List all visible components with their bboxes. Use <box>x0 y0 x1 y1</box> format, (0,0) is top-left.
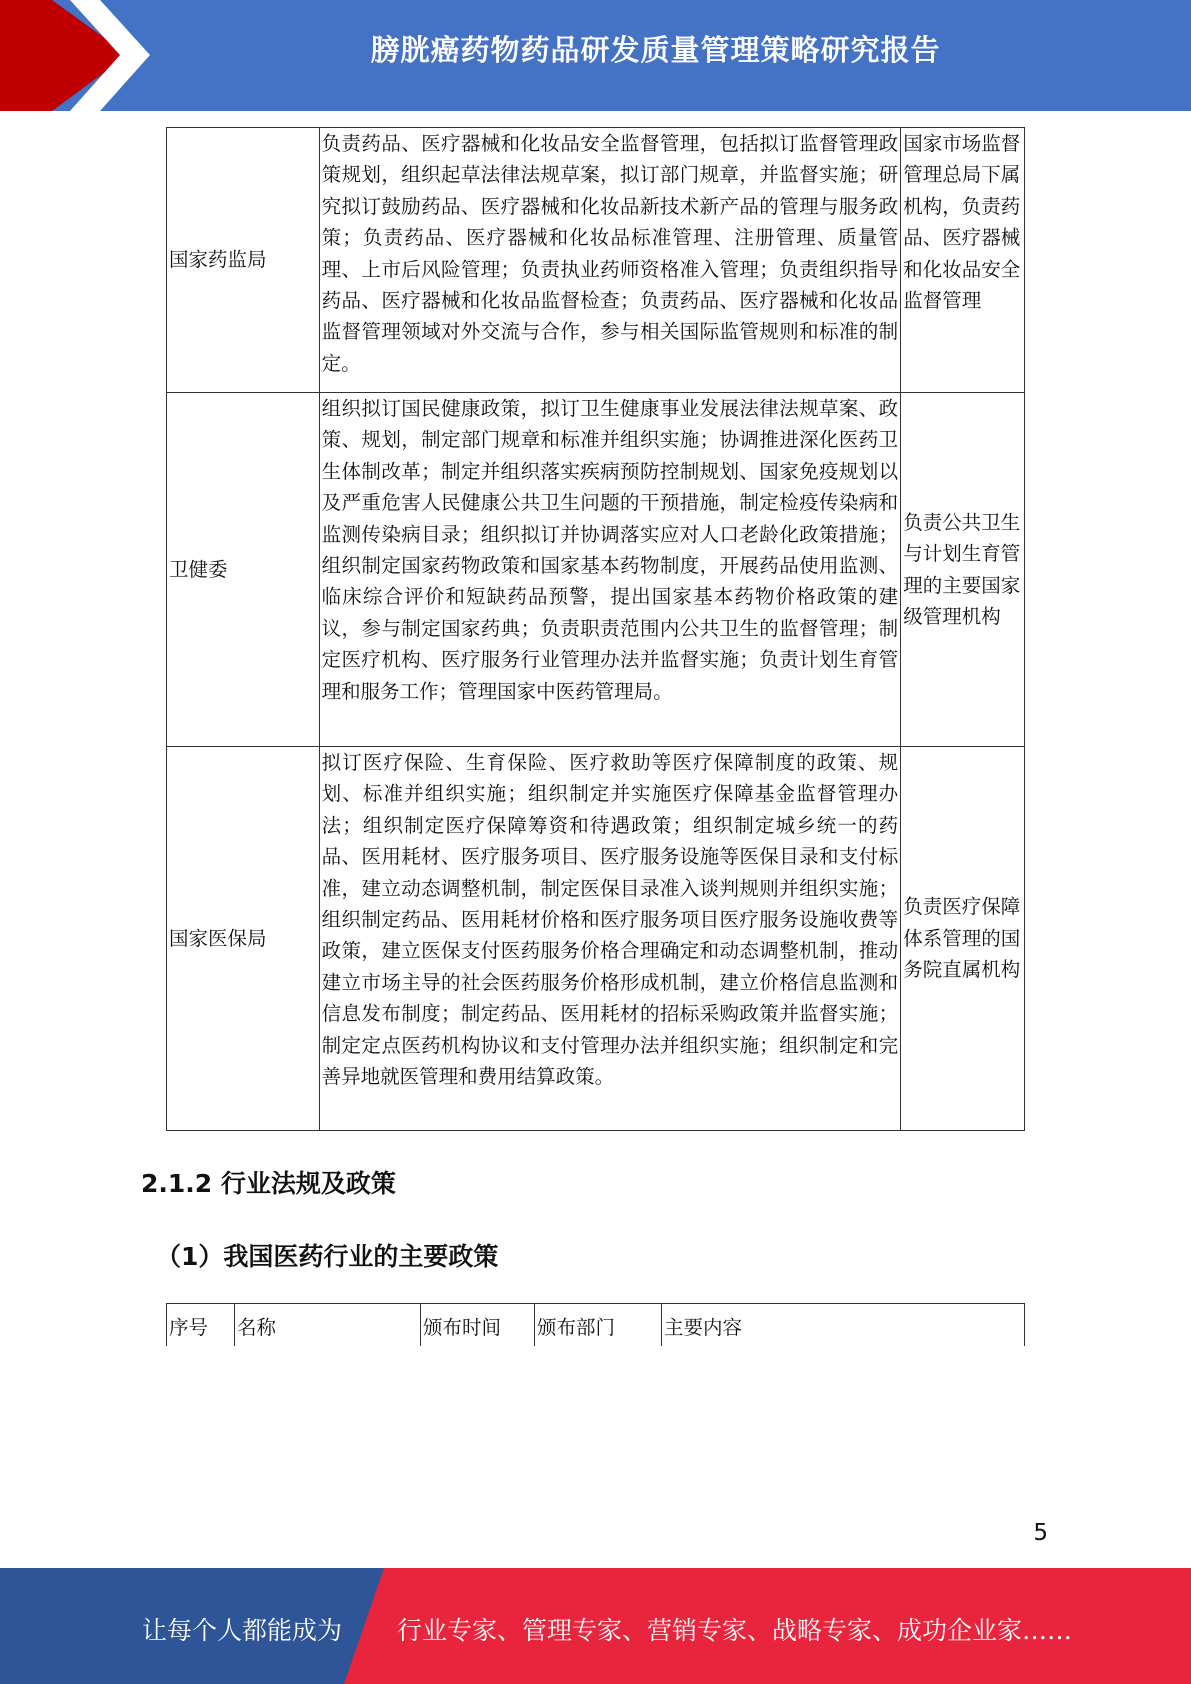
agency-name: 国家药监局 <box>167 128 320 393</box>
agency-name: 卫健委 <box>167 393 320 747</box>
section-heading: 2.1.2 行业法规及政策 <box>141 1169 396 1198</box>
agency-nature: 负责公共卫生与计划生育管理的主要国家级管理机构 <box>901 393 1025 747</box>
table-row <box>167 393 1025 747</box>
column-header-content: 主要内容 <box>661 1304 1024 1346</box>
report-title: 膀胱癌药物药品研发质量管理策略研究报告 <box>370 33 941 67</box>
column-header-date: 颁布时间 <box>420 1304 534 1346</box>
agency-name: 国家医保局 <box>167 747 320 1131</box>
footer-slogan-left: 让每个人都能成为 <box>142 1616 343 1645</box>
footer-slogan-right: 行业专家、管理专家、营销专家、战略专家、成功企业家…… <box>397 1616 1073 1645</box>
header-banner <box>0 0 1191 111</box>
table-row <box>167 128 1025 393</box>
agency-duties: 拟订医疗保险、生育保险、医疗救助等医疗保障制度的政策、规划、标准并组织实施；组织制定并实施医疗保障基金监督管理办法；组织制定医疗保障筹资和待遇政策；组织制定城乡统一的药品、医用耗材、医疗服务项目、医疗服务设施等医保目录和支付标准，建立动态调整机制，制定医保目录准入谈判规则并组织实施；组织制定药品、医用耗材价格和医疗服务项目医疗服务设施收费等政策，建立医保支付医药服务价格合理确定和动态调整机制，推动建立市场主导的社会医药服务价格形成机制，建立价格信息监测和信息发布制度；制定药品、医用耗材的招标采购政策并监督实施；制定定点医药机构协议和支付管理办法并组织实施；组织制定和完善异地就医管理和费用结算政策。 <box>319 747 901 1131</box>
column-header-name: 名称 <box>234 1304 420 1346</box>
subsection-heading: （1）我国医药行业的主要政策 <box>156 1242 499 1271</box>
policy-table-header <box>166 1303 1025 1346</box>
agency-duties: 负责药品、医疗器械和化妆品安全监督管理，包括拟订监督管理政策规划，组织起草法律法规草案，拟订部门规章，并监督实施；研究拟订鼓励药品、医疗器械和化妆品新技术新产品的管理与服务政策；负责药品、医疗器械和化妆品标准管理、注册管理、质量管理、上市后风险管理；负责执业药师资格准入管理；负责组织指导药品、医疗器械和化妆品监督检查；负责药品、医疗器械和化妆品监督管理领域对外交流与合作，参与相关国际监管规则和标准的制定。 <box>319 128 901 393</box>
agency-nature: 负责医疗保障体系管理的国务院直属机构 <box>901 747 1025 1131</box>
column-header-index: 序号 <box>169 1316 209 1339</box>
agency-nature: 国家市场监督管理总局下属机构，负责药品、医疗器械和化妆品安全监督管理 <box>901 128 1025 393</box>
agency-duties: 组织拟订国民健康政策，拟订卫生健康事业发展法律法规草案、政策、规划，制定部门规章和标准并组织实施；协调推进深化医药卫生体制改革；制定并组织落实疾病预防控制规划、国家免疫规划以及严重危害人民健康公共卫生问题的干预措施，制定检疫传染病和监测传染病目录；组织拟订并协调落实应对人口老龄化政策措施；组织制定国家药物政策和国家基本药物制度，开展药品使用监测、临床综合评价和短缺药品预警，提出国家基本药物价格政策的建议，参与制定国家药典；负责职责范围内公共卫生的监督管理；制定医疗机构、医疗服务行业管理办法并监督实施；负责计划生育管理和服务工作；管理国家中医药管理局。 <box>319 393 901 747</box>
table-row <box>167 747 1025 1131</box>
page-number: 5 <box>1033 1520 1048 1546</box>
column-header-department: 颁布部门 <box>534 1304 661 1346</box>
agency-table <box>166 127 1025 1131</box>
footer-banner <box>0 1568 1191 1684</box>
